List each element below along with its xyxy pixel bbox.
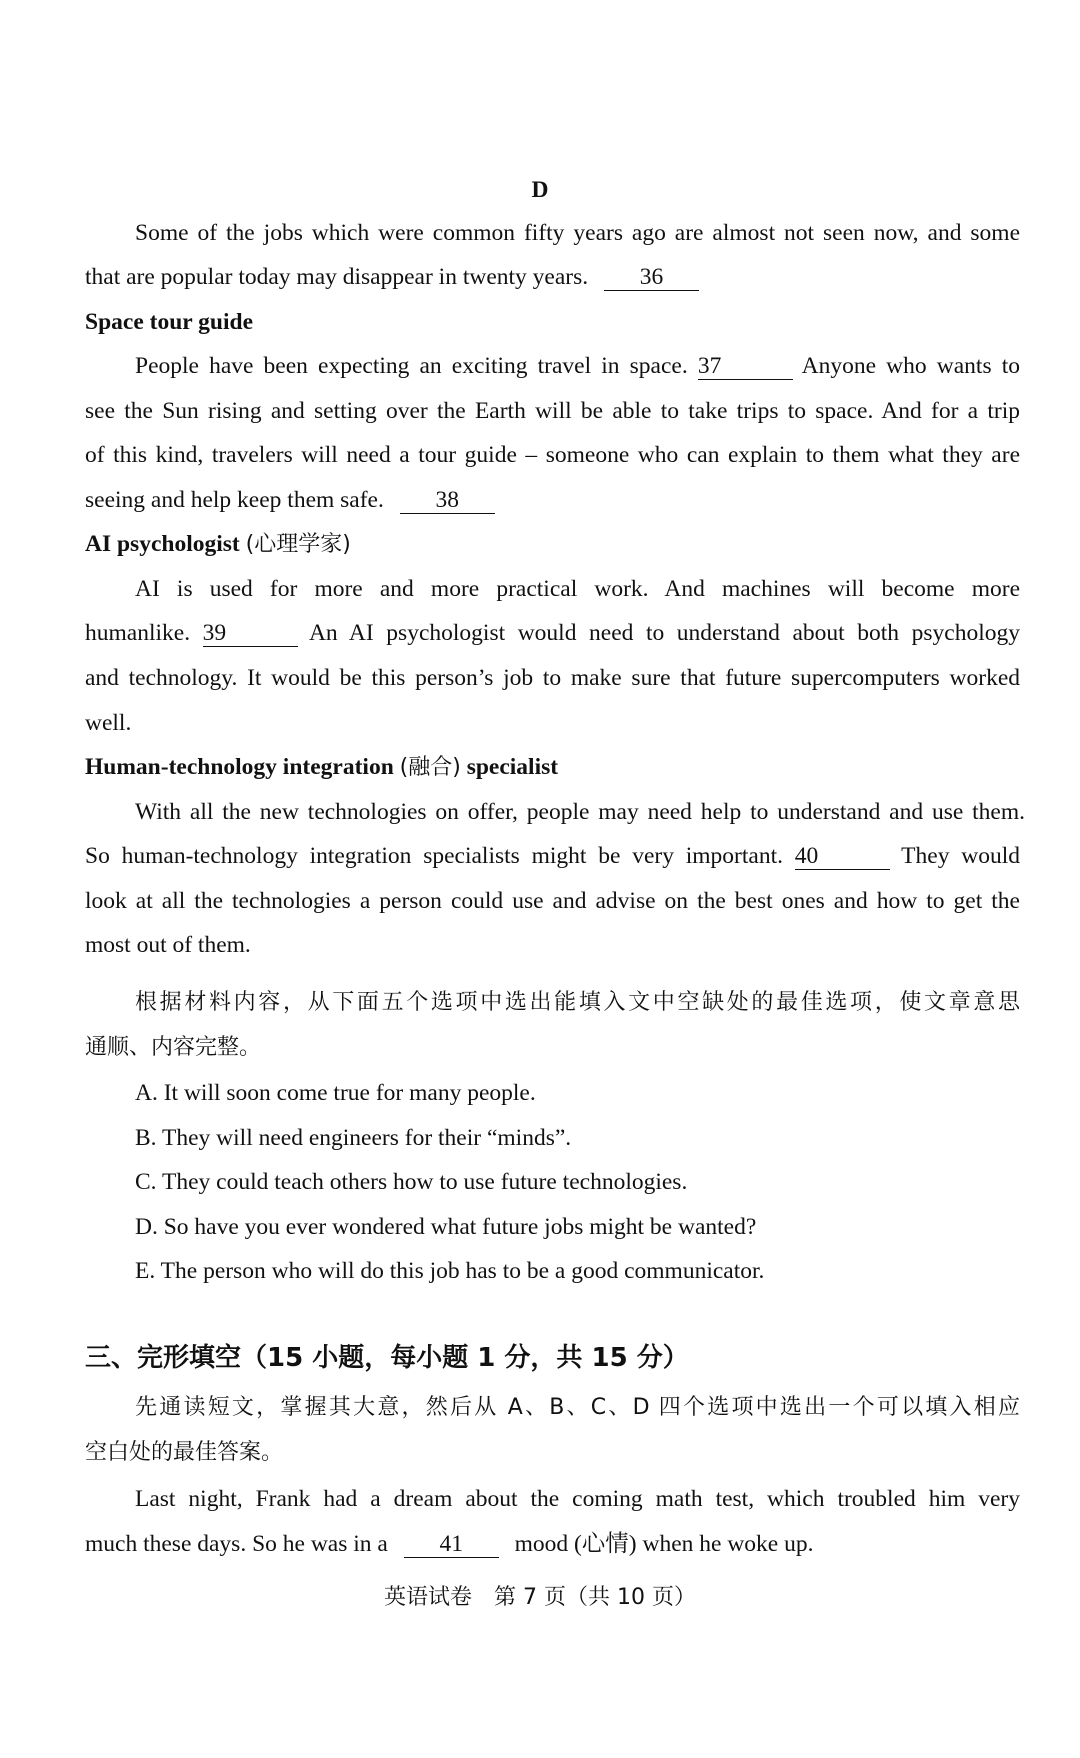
heading-note: (心理学家) bbox=[245, 532, 351, 557]
cloze-paragraph-line-2 bbox=[85, 1529, 814, 1559]
answer-blank-36: 36 bbox=[604, 264, 699, 291]
cloze-instructions-line-2: 空白处的最佳答案。 bbox=[85, 1440, 284, 1465]
hti-text-1: So human-technology integration specialists might be very important. bbox=[85, 843, 783, 869]
space-text-2: Anyone who wants to bbox=[801, 353, 1020, 379]
hti-line-4: most out of them. bbox=[85, 932, 251, 958]
answer-blank-39: 39 bbox=[203, 620, 298, 647]
hti-line-2 bbox=[85, 841, 1020, 871]
answer-blank-40: 40 bbox=[795, 843, 890, 870]
answer-blank-41: 41 bbox=[404, 1531, 499, 1558]
heading-note: (融合) bbox=[399, 755, 461, 780]
ai-text-1: humanlike. bbox=[85, 620, 191, 646]
intro-line-2 bbox=[85, 262, 699, 292]
hti-text-2: They would bbox=[901, 843, 1020, 869]
ai-line-1: AI is used for more and more practical work. And machines will become more bbox=[135, 576, 1020, 602]
passage-letter: D bbox=[531, 177, 549, 203]
option-e: E. The person who will do this job has to be a good communicator. bbox=[135, 1258, 765, 1284]
hti-line-3: look at all the technologies a person could use and advise on the best ones and how to get the bbox=[85, 888, 1020, 914]
space-line-4 bbox=[85, 485, 495, 515]
intro-text: that are popular today may disappear in twenty years. bbox=[85, 264, 589, 290]
cloze-text-1: much these days. So he was in a bbox=[85, 1531, 388, 1557]
section-heading-integration-specialist bbox=[85, 752, 558, 783]
page-footer: 英语试卷 第 7 页（共 10 页） bbox=[384, 1585, 696, 1610]
heading-text: AI psychologist bbox=[85, 531, 240, 557]
option-c: C. They could teach others how to use future technologies. bbox=[135, 1169, 688, 1195]
heading-text-b: specialist bbox=[466, 754, 559, 780]
ai-line-3: and technology. It would be this person’s job to make sure that future supercomputers worked bbox=[85, 665, 1020, 691]
space-line-3: of this kind, travelers will need a tour guide – someone who can explain to them what they are bbox=[85, 442, 1020, 468]
ai-text-2: An AI psychologist would need to understand about both psychology bbox=[308, 620, 1020, 646]
cloze-text-2: mood (心情) when he woke up. bbox=[514, 1531, 814, 1557]
cloze-instructions-line-1: 先通读短文，掌握其大意，然后从 A、B、C、D 四个选项中选出一个可以填入相应 bbox=[135, 1395, 1020, 1420]
intro-line-1: Some of the jobs which were common fifty years ago are almost not seen now, and some bbox=[135, 220, 1020, 246]
hti-line-1: With all the new technologies on offer, people may need help to understand and use them. bbox=[135, 799, 1025, 825]
cloze-paragraph-line-1: Last night, Frank had a dream about the coming math test, which troubled him very bbox=[135, 1486, 1020, 1512]
ai-line-4: well. bbox=[85, 710, 132, 736]
answer-blank-37: 37 bbox=[698, 353, 793, 380]
heading-text-a: Human-technology integration bbox=[85, 754, 394, 780]
option-b: B. They will need engineers for their “minds”. bbox=[135, 1125, 572, 1151]
space-text-1: People have been expecting an exciting travel in space. bbox=[135, 353, 688, 379]
instructions-line-1: 根据材料内容，从下面五个选项中选出能填入文中空缺处的最佳选项，使文章意思 bbox=[135, 990, 1020, 1015]
space-text-3: seeing and help keep them safe. bbox=[85, 487, 384, 513]
answer-blank-38: 38 bbox=[400, 487, 495, 514]
option-d: D. So have you ever wondered what future jobs might be wanted? bbox=[135, 1214, 757, 1240]
instructions-line-2: 通顺、内容完整。 bbox=[85, 1035, 262, 1060]
space-line-1 bbox=[135, 351, 1020, 381]
ai-line-2 bbox=[85, 618, 1020, 648]
space-line-2: see the Sun rising and setting over the Earth will be able to take trips to space. And for a trip bbox=[85, 398, 1020, 424]
section-heading-ai-psychologist bbox=[85, 529, 351, 560]
section-heading-space-tour-guide: Space tour guide bbox=[85, 309, 253, 335]
option-a: A. It will soon come true for many people. bbox=[135, 1080, 536, 1106]
cloze-section-title: 三、完形填空（15 小题，每小题 1 分，共 15 分） bbox=[85, 1343, 689, 1373]
